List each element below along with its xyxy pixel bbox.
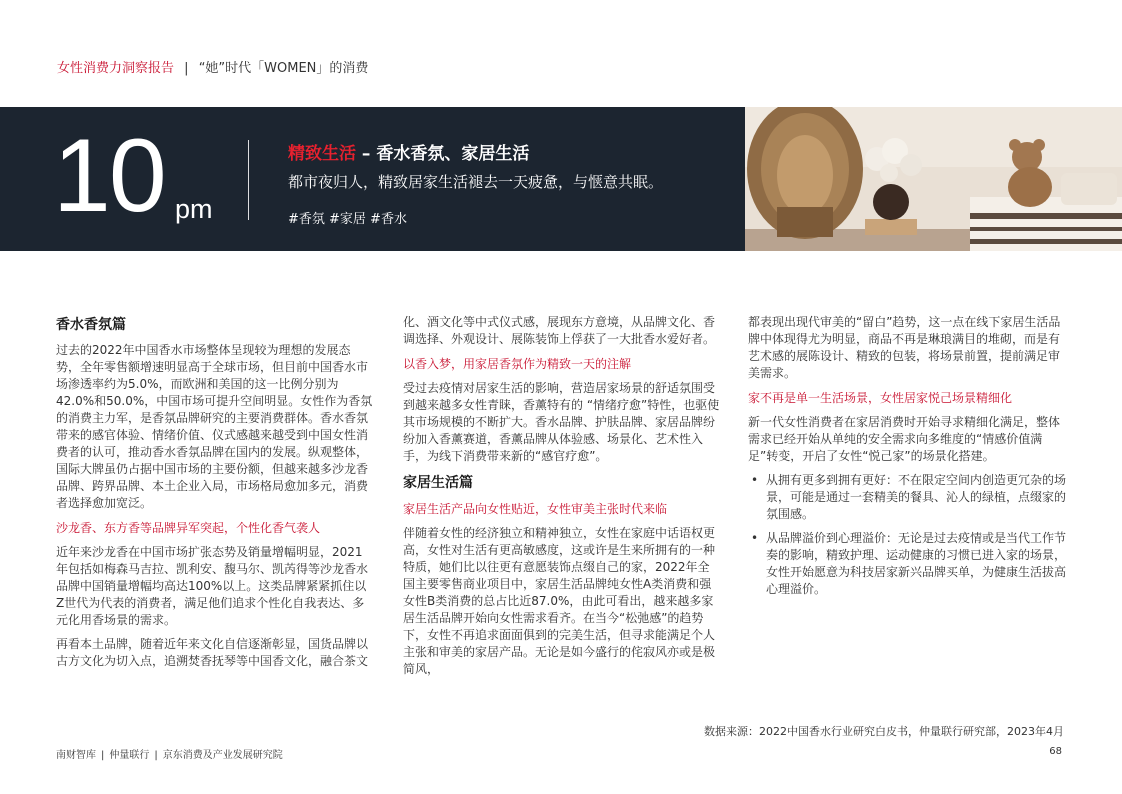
report-subtitle: “她”时代「WOMEN」的消费 (198, 61, 369, 76)
bedroom-photo (745, 107, 1122, 251)
bullet-list (748, 472, 1066, 598)
paragraph: 伴随着女性的经济独立和精神独立，女性在家庭中话语权更高，女性对生活有更高敏感度，这或许是生来所拥有的一种特质，她们比以往更有意愿装饰点缀自己的家，2022年全国主要零售商业项目中，家居生活品牌纯女性A类消费和强女性B类消费的总占比近87.0%，由此可看出，越来越多家居生活品牌开始向女性需求看齐。在当今“松弛感”的趋势下，女性不再追求面面俱到的完美生活，但寻求能满足个人主张和审美的家居产品。无论是如今盛行的侘寂风亦或是极简风， (403, 526, 716, 676)
paragraph: 新一代女性消费者在家居消费时开始寻求精细化满足，整体需求已经开始从单纯的安全需求向多维度的“情感价值满足”转变，开启了女性“悦己家”的场景化搭建。 (748, 415, 1061, 463)
hero-tags: #香氛 #家居 #香水 (288, 212, 407, 227)
report-header (57, 57, 368, 76)
list-item-text: 从品牌溢价到心理溢价：无论是过去疫情或是当代工作节奏的影响，精致护理、运动健康的习惯已进入家的场景，女性开始愿意为科技居家新兴品牌买单，为健康生活拔高心理溢价。 (766, 531, 1067, 596)
hero-title-highlight: 精致生活 (288, 144, 356, 164)
subheading: 沙龙香、东方香等品牌异军突起，个性化香气袭人 (56, 521, 321, 535)
time-number: 10 (53, 118, 165, 234)
bullet-icon: • (751, 473, 759, 487)
header-separator: | (184, 61, 189, 76)
subheading: 以香入梦，用家居香氛作为精致一天的注解 (403, 357, 632, 371)
paragraph: 近年来沙龙香在中国市场扩张态势及销量增幅明显，2021年包括如梅森马吉拉、凯利安、馥马尔、凯芮得等沙龙香水品牌中国销量增幅均高达100%以上。这类品牌紧紧抓住以Z世代为代表的消费者，满足他们追求个性化自我表达、多元化用香场景的需求。 (56, 545, 369, 627)
paragraph: 再看本土品牌，随着近年来文化自信逐渐彰显，国货品牌以古方文化为切入点，追溯焚香抚琴等中国香文化，融合茶文 (56, 637, 369, 668)
hero-title (288, 139, 529, 164)
hero-subtitle: 都市夜归人，精致居家生活褪去一天疲惫，与惬意共眠。 (288, 173, 664, 191)
subheading: 家不再是单一生活场景，女性居家悦己场景精细化 (748, 391, 1013, 405)
list-item (748, 530, 1066, 598)
data-source-note: 数据来源：2022中国香水行业研究白皮书，仲量联行研究部，2023年4月 (704, 725, 1064, 738)
hero-title-rest: – 香水香氛、家居生活 (356, 144, 530, 164)
paragraph: 受过去疫情对居家生活的影响，营造居家场景的舒适氛围受到越来越多女性青睐，香薰特有的 “情绪疗愈”特性，也驱使其市场规模的不断扩大。香水品牌、护肤品牌、家居品牌纷纷加入香薰赛道，香薰品牌从体验感、场景化、艺术性入手，为线下消费带来新的“感官疗愈”。 (403, 381, 720, 463)
list-item-text: 从拥有更多到拥有更好：不在限定空间内创造更冗杂的场景，可能是通过一套精美的餐具、沁人的绿植，点缀家的氛围感。 (766, 473, 1067, 521)
bullet-icon: • (751, 531, 759, 545)
list-item (748, 472, 1066, 523)
section-heading-fragrance: 香水香氛篇 (56, 317, 126, 333)
footer-org: 仲量联行 (109, 750, 150, 761)
footer-separator: | (101, 750, 105, 761)
column-1 (56, 314, 374, 677)
report-title: 女性消费力洞察报告 (57, 61, 175, 76)
column-2 (403, 314, 721, 685)
paragraph: 过去的2022年中国香水市场整体呈现较为理想的发展态势，全年零售额增速明显高于全球市场，但目前中国香水市场渗透率约为5.0%，而欧洲和美国的这一比例分别为42.0%和50.0%，中国市场可提升空间明显。女性作为香氛的消费主力军，是香氛品牌研究的主要消费群体。香水香氛带来的感官体验、情绪价值、仪式感越来越受到中国女性消费者的认可，推动香水香氛品牌在国内的发展。纵观整体，国际大牌虽仍占据中国市场的主要份额，但越来越多沙龙香品牌、跨界品牌、本土企业入局，市场格局愈加多元，消费者选择愈加宽泛。 (56, 343, 373, 510)
time-unit: pm (175, 194, 213, 224)
subheading: 家居生活产品向女性贴近，女性审美主张时代来临 (403, 502, 668, 516)
footer-orgs (56, 746, 283, 761)
paragraph: 化、酒文化等中式仪式感，展现东方意境，从品牌文化、香调选择、外观设计、展陈装饰上俘获了一大批香水爱好者。 (403, 315, 716, 346)
footer-org: 南财智库 (56, 750, 96, 761)
section-heading-home: 家居生活篇 (403, 475, 473, 491)
column-3 (748, 314, 1066, 605)
hero-divider (248, 140, 249, 220)
paragraph: 都表现出现代审美的“留白”趋势，这一点在线下家居生活品牌中体现得尤为明显，商品不再是琳琅满目的堆砌，而是有艺术感的展陈设计、精致的包装，将场景前置，提前满足审美需求。 (748, 315, 1061, 380)
page-number: 68 (1049, 746, 1062, 757)
footer-org: 京东消费及产业发展研究院 (162, 750, 283, 761)
footer-separator: | (154, 750, 158, 761)
